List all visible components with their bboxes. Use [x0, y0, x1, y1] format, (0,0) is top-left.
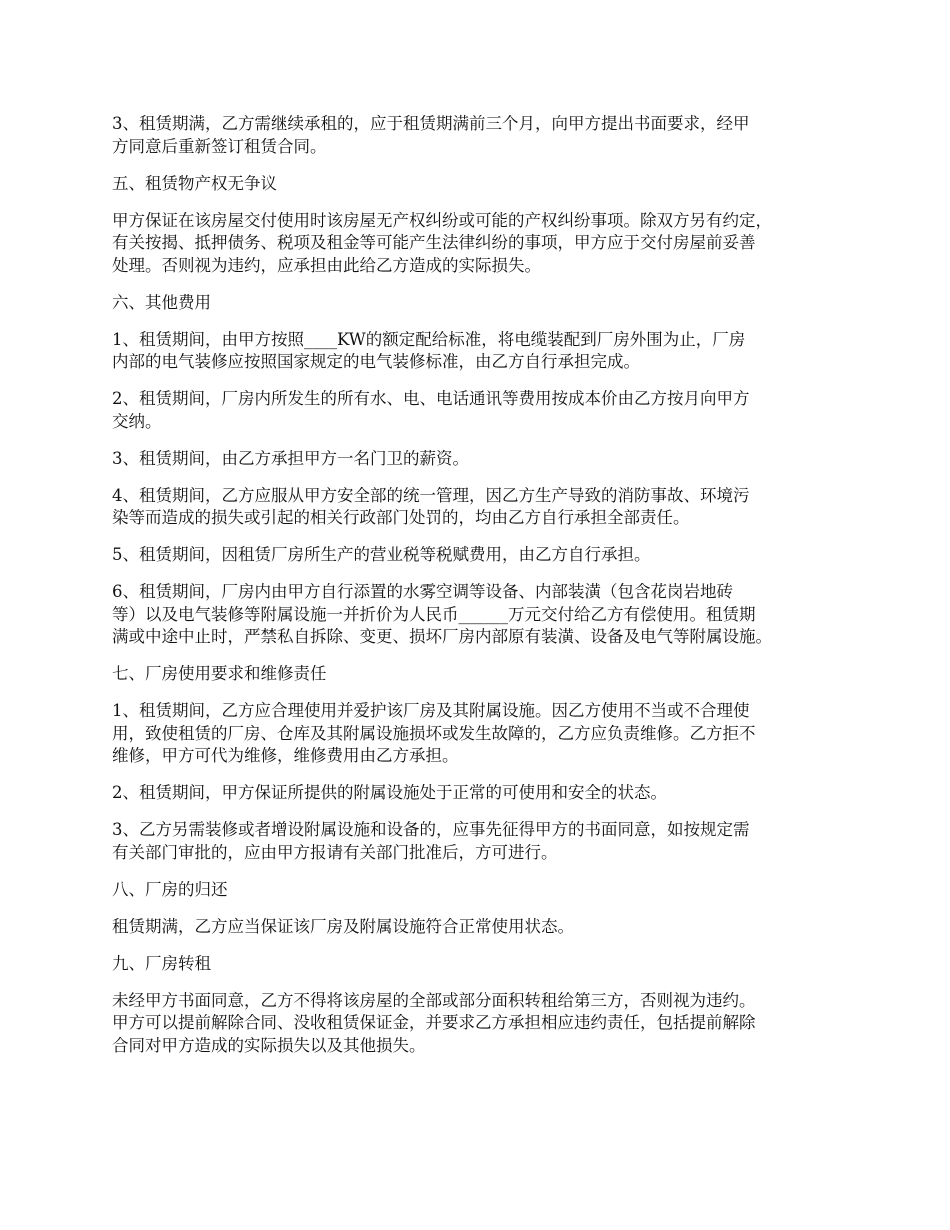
text-line: 未经甲方书面同意，乙方不得将该房屋的全部或部分面积转租给第三方，否则视为违约。	[112, 990, 756, 1010]
section-heading	[112, 953, 857, 976]
text-line: 维修，甲方可代为维修，维修费用由乙方承担。	[112, 746, 459, 765]
text-line: 七、厂房使用要求和维修责任	[112, 664, 327, 683]
body-paragraph	[112, 581, 857, 649]
text-line: 有关部门审批的，应由甲方报请有关部门批准后，方可进行。	[112, 842, 558, 862]
document-body	[112, 113, 857, 1072]
text-line: 九、厂房转租	[112, 953, 211, 973]
text-line: 2、租赁期间，甲方保证所提供的附属设施处于正常的可使用和安全的状态。	[112, 783, 667, 802]
text-line: 内部的电气装修应按照国家规定的电气装修标准，由乙方自行承担完成。	[112, 352, 640, 371]
text-line: 满或中途中止时，严禁私自拆除、变更、损坏厂房内部原有装潢、设备及电气等附属设施。	[112, 627, 772, 646]
text-line: 处理。否则视为违约，应承担由此给乙方造成的实际损失。	[112, 255, 541, 275]
text-line: 5、租赁期间，因租赁厂房所生产的营业税等税赋费用，由乙方自行承担。	[112, 545, 651, 564]
text-line: 1、租赁期间，由甲方按照____KW的额定配给标准，将电缆装配到厂房外围为止，厂房	[112, 329, 746, 349]
section-heading	[112, 663, 857, 686]
body-paragraph	[112, 485, 857, 530]
body-paragraph	[112, 819, 857, 864]
text-line: 1、租赁期间，乙方应合理使用并爱护该厂房及其附属设施。因乙方使用不当或不合理使	[112, 701, 750, 720]
body-paragraph	[112, 329, 857, 374]
body-paragraph	[112, 448, 857, 471]
body-paragraph	[112, 544, 857, 567]
text-line: 4、租赁期间，乙方应服从甲方安全部的统一管理，因乙方生产导致的消防事故、环境污	[112, 485, 750, 505]
text-line: 方同意后重新签订租赁合同。	[112, 136, 327, 156]
body-paragraph	[112, 210, 857, 278]
text-line: 等）以及电气装修等附属设施一并折价为人民币______万元交付给乙方有偿使用。租赁期	[112, 604, 756, 624]
text-line: 2、租赁期间，厂房内所发生的所有水、电、电话通讯等费用按成本价由乙方按月向甲方	[112, 389, 750, 408]
body-paragraph	[112, 700, 857, 768]
text-line: 用，致使租赁的厂房、仓库及其附属设施损坏或发生故障的，乙方应负责维修。乙方拒不	[112, 723, 756, 743]
text-line: 有关按揭、抵押债务、税项及租金等可能产生法律纠纷的事项，甲方应于交付房屋前妥善	[112, 233, 756, 252]
section-heading	[112, 173, 857, 196]
text-line: 五、租赁物产权无争议	[112, 173, 277, 193]
text-line: 合同对甲方造成的实际损失以及其他损失。	[112, 1035, 426, 1055]
body-paragraph	[112, 782, 857, 805]
section-heading	[112, 879, 857, 902]
text-line: 6、租赁期间，厂房内由甲方自行添置的水雾空调等设备、内部装潢（包含花岗岩地砖	[112, 582, 733, 601]
body-paragraph	[112, 990, 857, 1058]
text-line: 六、其他费用	[112, 292, 211, 312]
text-line: 3、乙方另需装修或者增设附属设施和设备的，应事先征得甲方的书面同意，如按规定需	[112, 820, 750, 839]
text-line: 租赁期满，乙方应当保证该厂房及附属设施符合正常使用状态。	[112, 916, 574, 936]
body-paragraph	[112, 388, 857, 433]
text-line: 甲方保证在该房屋交付使用时该房屋无产权纠纷或可能的产权纠纷事项。除双方另有约定，	[112, 210, 772, 230]
text-line: 3、租赁期间，由乙方承担甲方一名门卫的薪资。	[112, 448, 469, 468]
text-line: 染等而造成的损失或引起的相关行政部门处罚的，均由乙方自行承担全部责任。	[112, 508, 690, 527]
text-line: 交纳。	[112, 411, 162, 431]
body-paragraph	[112, 916, 857, 939]
section-heading	[112, 292, 857, 315]
text-line: 甲方可以提前解除合同、没收租赁保证金，并要求乙方承担相应违约责任，包括提前解除	[112, 1013, 756, 1032]
body-paragraph	[112, 113, 857, 158]
text-line: 八、厂房的归还	[112, 879, 228, 899]
text-line: 3、租赁期满，乙方需继续承租的，应于租赁期满前三个月，向甲方提出书面要求，经甲	[112, 114, 750, 133]
